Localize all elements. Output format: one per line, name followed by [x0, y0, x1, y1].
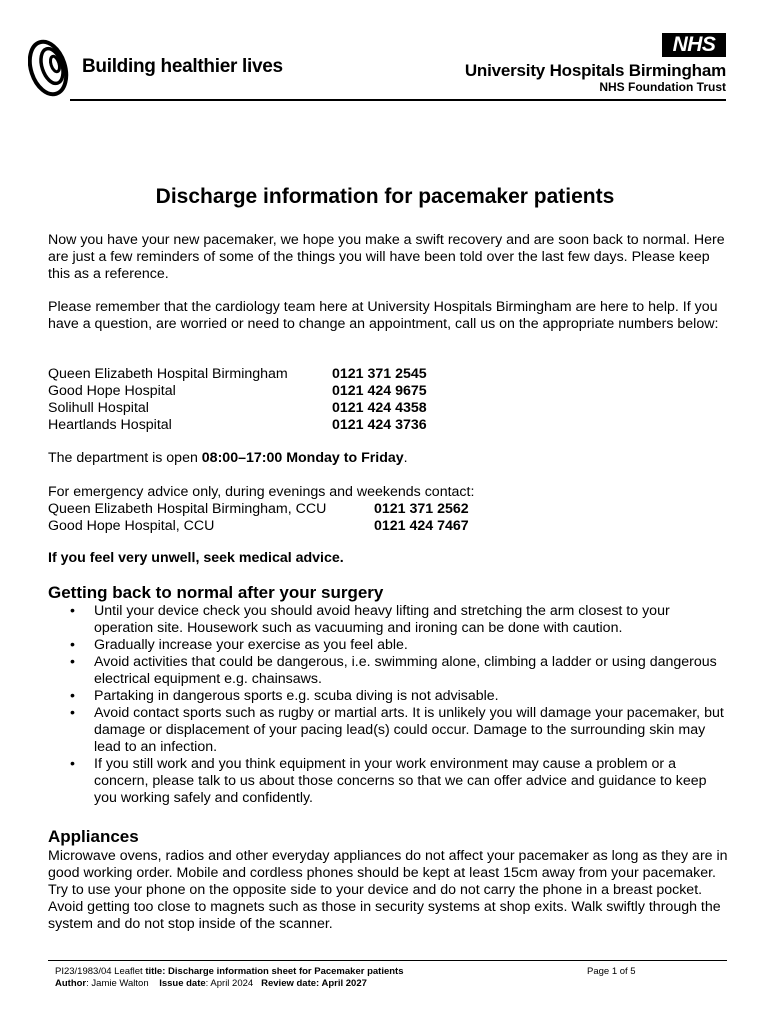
- footer-line-2: [55, 978, 404, 990]
- contact-row: [48, 366, 427, 383]
- phone-number: 0121 424 4358: [332, 400, 427, 416]
- title-value: Discharge information sheet for Pacemaker patients: [165, 966, 404, 977]
- contact-row: [48, 518, 474, 535]
- leaflet-ref: PI23/1983/04 Leaflet: [55, 966, 146, 977]
- author-label: Author: [55, 978, 87, 989]
- opening-hours-suffix: .: [403, 450, 408, 466]
- recovery-bullet-list: [48, 603, 728, 807]
- contact-row: [48, 501, 474, 518]
- contact-row: [48, 400, 427, 417]
- list-item: • If you still work and you think equipment in your work environment may cause a problem or a concern, please talk to us about those concerns so that we can offer advice and guidance to keep you working safely and confidently.: [48, 756, 728, 807]
- hospital-name: Heartlands Hospital: [48, 417, 172, 433]
- hospital-name: Queen Elizabeth Hospital Birmingham, CCU: [48, 501, 327, 517]
- hospital-name: Queen Elizabeth Hospital Birmingham: [48, 366, 288, 382]
- author-value: : Jamie Walton: [86, 978, 149, 989]
- issue-value: : April 2024: [205, 978, 254, 989]
- contact-row: [48, 417, 427, 434]
- title-label: title:: [145, 966, 166, 977]
- issue-label: Issue date: [159, 978, 206, 989]
- hospital-name: Good Hope Hospital: [48, 383, 176, 399]
- section-heading-recovery: Getting back to normal after your surgery: [48, 583, 384, 602]
- opening-hours-value: 08:00–17:00 Monday to Friday: [201, 450, 404, 466]
- phone-number: 0121 424 7467: [374, 518, 469, 534]
- tagline: Building healthier lives: [82, 56, 283, 77]
- unwell-warning: If you feel very unwell, seek medical advice.: [48, 550, 344, 566]
- list-item: • Until your device check you should avoid heavy lifting and stretching the arm closest to your operation site. Housework such as vacuuming and ironing can be done with caution.: [48, 603, 728, 637]
- document-title: Discharge information for pacemaker patients: [155, 185, 615, 208]
- emergency-intro: For emergency advice only, during evenings and weekends contact:: [48, 484, 475, 500]
- opening-hours: [48, 450, 728, 467]
- header-divider: [70, 99, 726, 101]
- building-healthier-lives-logo-icon: [28, 36, 74, 98]
- nhs-logo: NHS: [662, 33, 726, 57]
- list-item: • Partaking in dangerous sports e.g. scuba diving is not advisable.: [48, 688, 728, 705]
- review-label: Review date:: [261, 978, 320, 989]
- footer-divider: [48, 960, 727, 961]
- hospital-name: Good Hope Hospital, CCU: [48, 518, 215, 534]
- hospital-name: Solihull Hospital: [48, 400, 149, 416]
- appliances-paragraph: Microwave ovens, radios and other everyday appliances do not affect your pacemaker as long as they are in good working order. Mobile and cordless phones should be kept at least 15cm away from your pacemaker. Try to use your phone on the opposite side to your device and do not carry the phone in a breast pocket. Avoid getting too close to magnets such as those in security systems at shop exits. Walk swiftly through the system and do not stop inside of the scanner.: [48, 848, 728, 932]
- footer-line-1: [55, 966, 404, 978]
- page-number: Page 1 of 5: [587, 966, 636, 977]
- phone-number: 0121 371 2545: [332, 366, 427, 382]
- list-item: • Avoid activities that could be dangerous, i.e. swimming alone, climbing a ladder or using dangerous electrical equipment e.g. chainsaws.: [48, 654, 728, 688]
- trust-subtitle: NHS Foundation Trust: [599, 80, 726, 94]
- opening-hours-prefix: The department is open: [48, 450, 202, 466]
- phone-number: 0121 424 3736: [332, 417, 427, 433]
- contact-list: [48, 366, 427, 434]
- trust-name: University Hospitals Birmingham: [464, 61, 726, 80]
- emergency-contacts: [48, 484, 474, 535]
- section-heading-appliances: Appliances: [48, 827, 139, 846]
- contact-row: [48, 383, 427, 400]
- list-item: • Gradually increase your exercise as you feel able.: [48, 637, 728, 654]
- footer-meta: [55, 966, 404, 990]
- list-item: • Avoid contact sports such as rugby or martial arts. It is unlikely you will damage your pacemaker, but damage or displacement of your pacing lead(s) could occur. Damage to the surrounding skin may lead to an infection.: [48, 705, 728, 756]
- phone-number: 0121 371 2562: [374, 501, 469, 517]
- intro-paragraph: Now you have your new pacemaker, we hope you make a swift recovery and are soon back to normal. Here are just a few reminders of some of the things you will have been told over the last few days. Please keep this as a reference.: [48, 232, 725, 282]
- phone-number: 0121 424 9675: [332, 383, 427, 399]
- review-value: April 2027: [319, 978, 367, 989]
- remember-paragraph: Please remember that the cardiology team here at University Hospitals Birmingham are here to help. If you have a question, are worried or need to change an appointment, call us on the appropriate numbers below:: [48, 299, 719, 332]
